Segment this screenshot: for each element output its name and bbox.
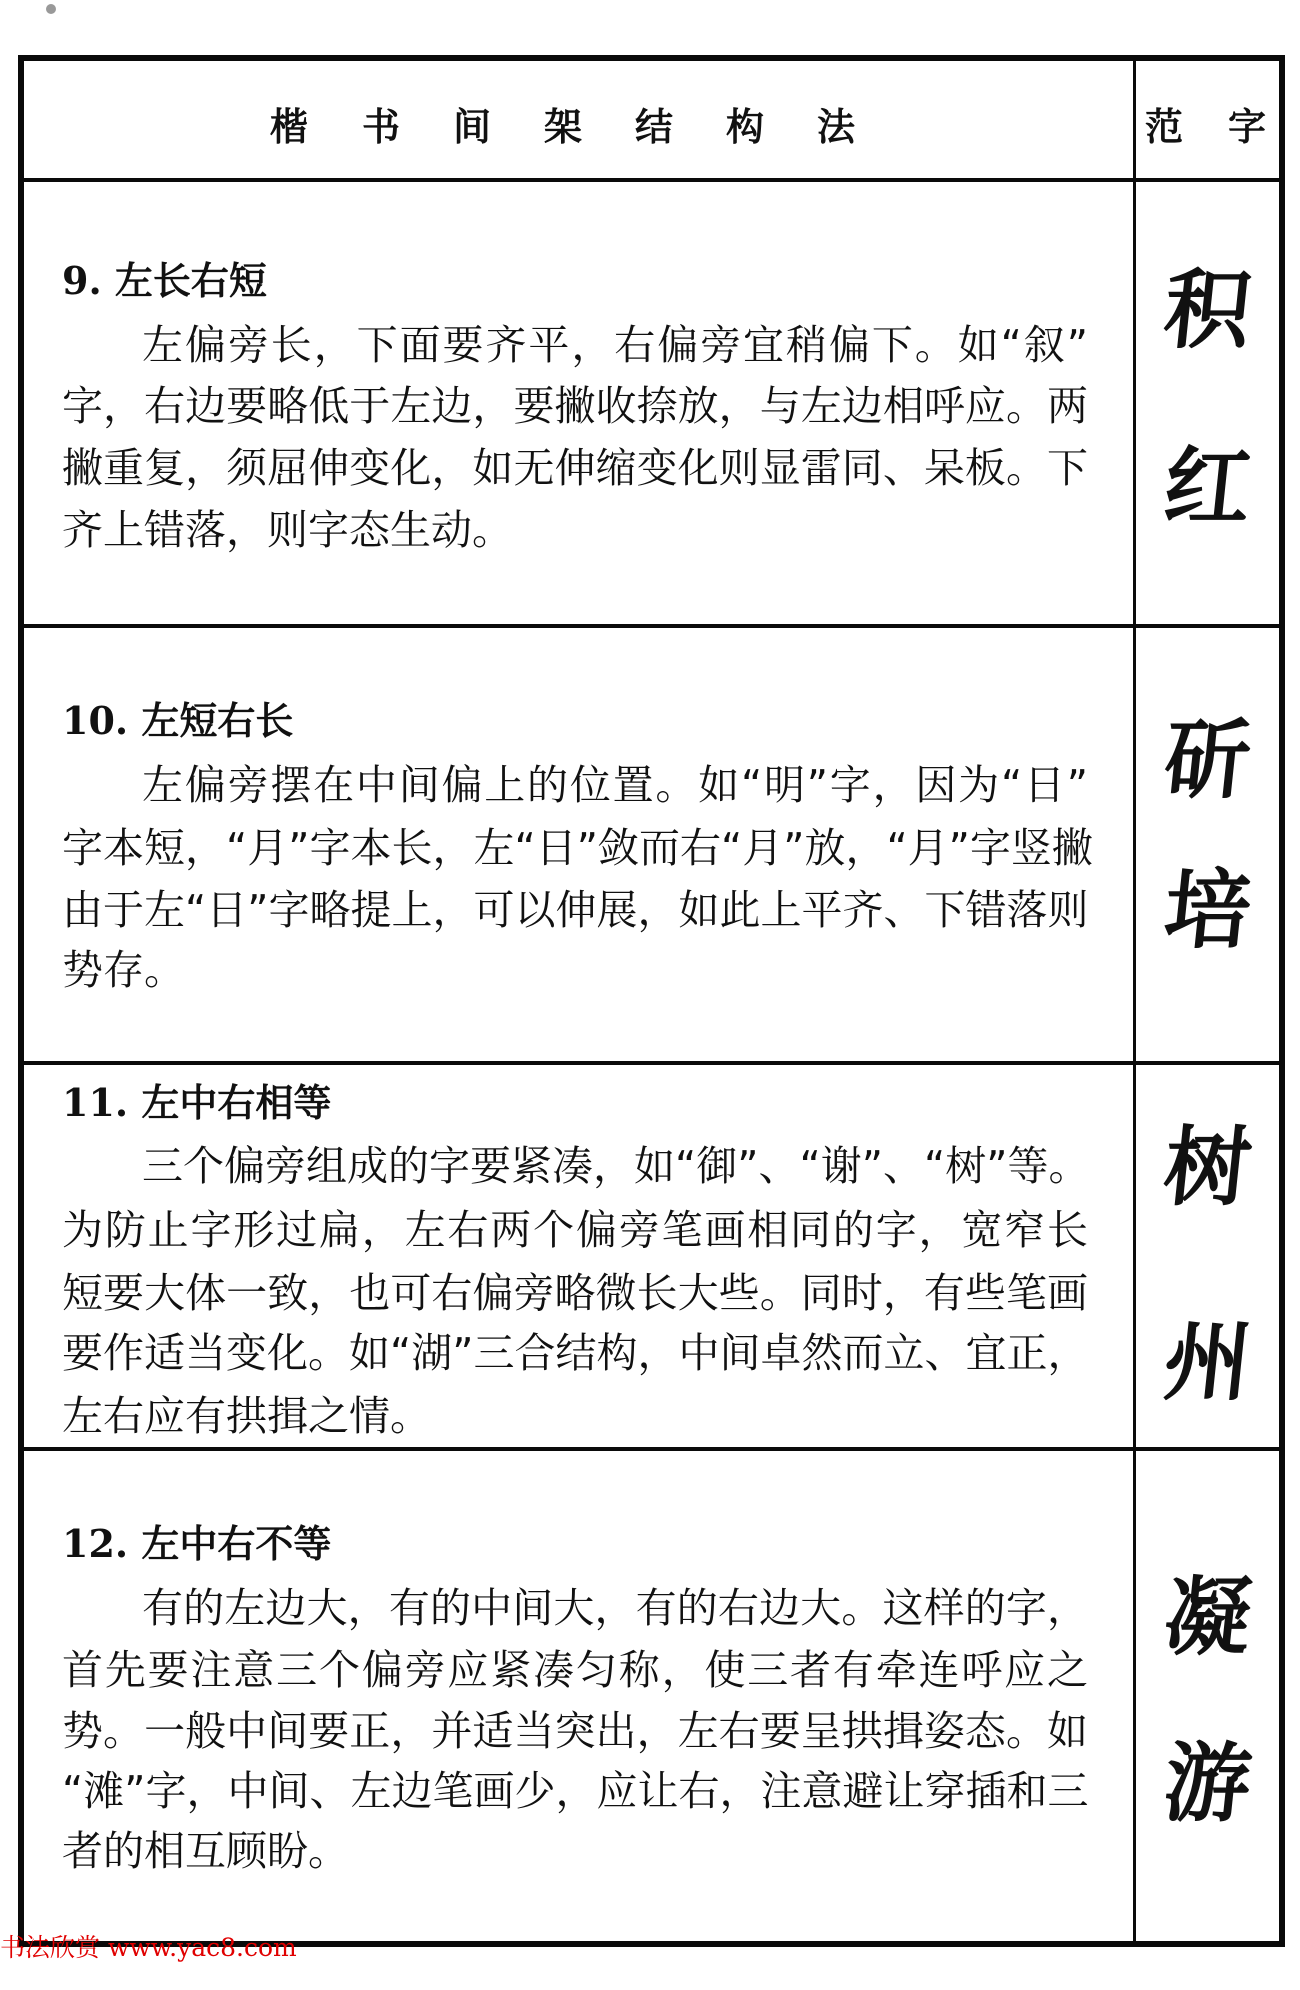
section-title [62, 258, 267, 303]
section-heading: 左中右相等 [141, 1081, 332, 1125]
section-title [62, 1080, 332, 1125]
body-line: 为防止字形过扁，左右两个偏旁笔画相同的字，宽窄长 [62, 1206, 1088, 1254]
example-char: 树 [1159, 1117, 1256, 1218]
body-line: “滩”字，中间、左边笔画少，应让右，注意避让穿插和三 [62, 1767, 1089, 1815]
header-title-char: 构 [725, 105, 764, 149]
body-line: 由于左“日”字略提上，可以伸展，如此上平齐、下错落则 [62, 886, 1089, 934]
header-title-char: 楷 [269, 105, 308, 149]
example-char: 培 [1159, 860, 1256, 961]
body-line: 字本短，“月”字本长，左“日”敛而右“月”放，“月”字竖撇 [62, 824, 1093, 872]
body-line: 势。一般中间要正，并适当突出，左右要呈拱揖姿态。如 [62, 1707, 1088, 1755]
header-title-char: 结 [634, 105, 673, 149]
example-char: 游 [1159, 1733, 1256, 1834]
body-line: 左偏旁摆在中间偏上的位置。如“明”字，因为“日” [142, 761, 1088, 809]
section-number: 11. [62, 1080, 129, 1125]
header-divider [24, 178, 1279, 182]
header-example-char: 字 [1227, 105, 1266, 149]
example-char: 斫 [1159, 710, 1256, 811]
body-line: 左偏旁长，下面要齐平，右偏旁宜稍偏下。如“叙” [142, 321, 1088, 369]
section-number: 12. [62, 1521, 129, 1566]
section-heading: 左长右短 [114, 259, 267, 303]
section-number: 9. [62, 258, 102, 303]
body-line: 字，右边要略低于左边，要撇收捺放，与左边相呼应。两 [62, 382, 1088, 430]
body-line: 左右应有拱揖之情。 [62, 1392, 431, 1440]
scan-speck [46, 4, 56, 14]
body-line: 短要大体一致，也可右偏旁略微长大些。同时，有些笔画 [62, 1269, 1088, 1317]
structure-table [18, 55, 1285, 1947]
header-title-char: 书 [361, 105, 400, 149]
body-line: 势存。 [62, 946, 185, 994]
header-title-char: 间 [452, 105, 491, 149]
row-divider [24, 1061, 1279, 1065]
watermark: 书法欣赏 www.yac8.com [0, 1933, 297, 1962]
header-example-char: 范 [1144, 105, 1183, 149]
example-char: 州 [1159, 1312, 1256, 1413]
section-number: 10. [62, 698, 129, 743]
body-line: 三个偏旁组成的字要紧凑，如“御”、“谢”、“树”等。 [142, 1142, 1090, 1190]
body-line: 撇重复，须屈伸变化，如无伸缩变化则显雷同、呆板。下 [62, 444, 1088, 492]
example-char: 凝 [1159, 1567, 1256, 1668]
example-char: 积 [1159, 260, 1256, 361]
section-heading: 左短右长 [141, 699, 294, 743]
body-line: 有的左边大，有的中间大，有的右边大。这样的字， [142, 1584, 1088, 1632]
header-title-char: 架 [543, 105, 582, 149]
section-heading: 左中右不等 [141, 1522, 332, 1566]
body-line: 要作适当变化。如“湖”三合结构，中间卓然而立、宜正， [62, 1329, 1089, 1377]
row-divider [24, 1447, 1279, 1451]
body-line: 首先要注意三个偏旁应紧凑匀称，使三者有牵连呼应之 [62, 1646, 1088, 1694]
body-line: 者的相互顾盼。 [62, 1827, 349, 1875]
section-title [62, 698, 294, 743]
example-char: 红 [1159, 437, 1256, 538]
body-line: 齐上错落，则字态生动。 [62, 506, 513, 554]
header-title-char: 法 [816, 105, 855, 149]
section-title [62, 1521, 332, 1566]
row-divider [24, 624, 1279, 628]
